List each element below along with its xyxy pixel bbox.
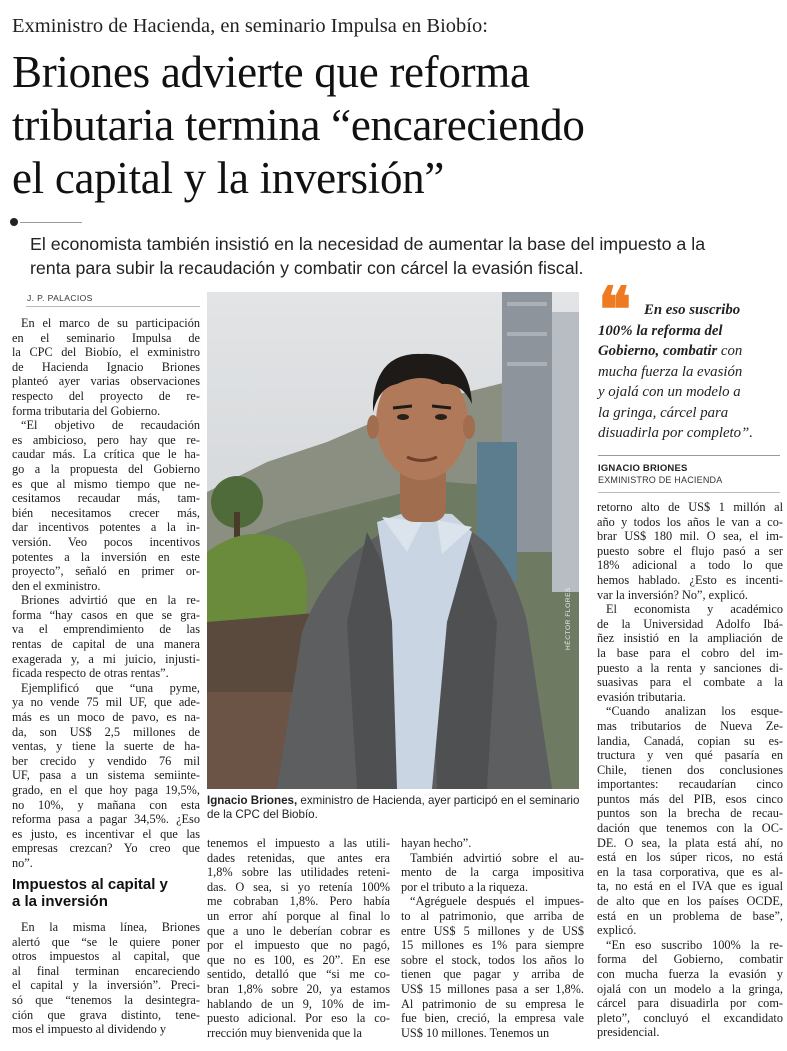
text-line: evasión tributaria.: [597, 689, 686, 704]
deck-line: El economista también insistió en la necesidad de aumentar la base del impuesto a la: [30, 234, 706, 254]
text-line: reforma pasa a pagar 34,5%. ¿Eso: [12, 812, 200, 827]
deck-line: renta para subir la recaudación y combatir con cárcel la evasión fiscal.: [30, 258, 584, 278]
deck: [30, 232, 780, 280]
divider: [598, 492, 780, 493]
subheading: [12, 876, 200, 910]
text-line: brar US$ 180 mil. O sea, el im-: [597, 529, 783, 544]
text-line: un error ahí porque al final lo: [207, 908, 390, 923]
caption-line: de la CPC del Biobío.: [207, 808, 318, 821]
text-line: dades retenidas, que antes era: [207, 850, 390, 865]
text-line: Ejemplificó que “una pyme,: [21, 680, 200, 695]
text-line: Briones advirtió que en la re-: [21, 593, 200, 608]
text-line: US$ 15 millones pasa a ser 1,8%.: [401, 981, 584, 996]
pull-quote-line: [598, 321, 783, 342]
text-line: puesto a la renta y sanciones di-: [597, 660, 783, 675]
headline: [12, 46, 782, 205]
text-line: 18% adicional a todo lo que: [597, 558, 783, 573]
pull-quote-line: la gringa, cárcel para: [598, 404, 729, 421]
divider: [26, 306, 200, 307]
text-line: forma “hay casos en que se gra-: [12, 607, 200, 622]
text-line: es que al mismo tiempo que ne-: [12, 476, 200, 491]
text-line: ñez insistió en la ampliación de: [597, 631, 783, 646]
text-line: puntos más del PIB, esos cinco: [597, 791, 783, 806]
caption-line: [207, 794, 579, 808]
text-line: no 10%, y mañana con esta: [12, 797, 200, 812]
text-line: go a la propuesta del Gobierno: [12, 461, 200, 476]
text-line: “En eso suscribo 100% la re-: [606, 937, 783, 952]
photo-caption: [207, 794, 579, 822]
text-line: sentido, detalló que “si me co-: [207, 967, 390, 982]
text-line: pleto”, concluyó el excandidato: [597, 1010, 783, 1025]
text-line: presidencial.: [597, 1025, 660, 1040]
text-line: retorno alto de US$ 1 millón al: [597, 500, 783, 514]
text-line: puntos son la brecha de recau-: [597, 806, 783, 821]
text-line: alertó que “se le quiere poner: [12, 934, 200, 949]
text-line: en el seminario Impulsa de: [12, 330, 200, 345]
text-line: empresas crezcan? Yo creo que: [12, 841, 200, 856]
text-line: no”.: [12, 855, 33, 870]
text-line: en la tasa corporativa, que es al-: [597, 864, 783, 879]
text-line: US$ 10 millones. Tenemos un: [401, 1025, 550, 1040]
pull-quote-line: [598, 341, 783, 362]
text-line: forma tributaria del Gobierno.: [12, 403, 161, 418]
text-line: suasivas para el combate a la: [597, 675, 783, 690]
text-line: das. O sea, si yo retenía 100%: [207, 879, 390, 894]
text-line: rentas de capital de una manera: [12, 637, 200, 652]
subheading-line: Impuestos al capital y: [12, 876, 168, 893]
text-line: entre US$ 5 millones y de US$: [401, 923, 584, 938]
quote-icon: ❝: [598, 277, 632, 345]
text-line: dar incentivos potentes a la in-: [12, 520, 200, 535]
text-line: 1,8% sobre las utilidades reteni-: [207, 865, 390, 880]
text-line: me cobraban 1,8%. Pero había: [207, 894, 390, 909]
photo-credit: HÉCTOR FLORES: [565, 587, 572, 650]
text-line: cesitamos recaudar más, tam-: [12, 491, 200, 506]
pull-quote-line: mucha fuerza la evasión: [598, 363, 743, 380]
text-line: tienen que pagar y arriba de: [401, 967, 584, 982]
quote-attribution-role: EXMINISTRO DE HACIENDA: [598, 475, 723, 485]
article-photo: [207, 292, 579, 789]
text-line: hayan hecho”.: [401, 836, 472, 850]
text-line: con mucha fuerza la evasión y: [597, 967, 783, 981]
pull-quote-line: disuadirla por completo”.: [598, 425, 753, 441]
pull-quote-line: y ojalá con un modelo a: [598, 384, 741, 400]
byline: J. P. PALACIOS: [27, 293, 93, 303]
text-line: “El objetivo de recaudación: [21, 418, 200, 433]
text-line: UF, pasa a un sistema semiinte-: [12, 768, 200, 783]
text-line: hablando de un 9, 10% de im-: [207, 996, 390, 1011]
divider: [598, 455, 780, 456]
text-line: forma del Gobierno, combatir: [597, 952, 783, 967]
text-line: mento de la carga impositiva: [401, 865, 584, 880]
quote-attribution-name: IGNACIO BRIONES: [598, 463, 688, 474]
text-line: puesto adicional. Por eso la co-: [207, 1011, 390, 1026]
text-line: ber crecido y vendido 76 mil: [12, 753, 200, 768]
divider-dot: [10, 218, 18, 226]
text-line: exagerada y, a mi juicio, injusti-: [12, 651, 200, 666]
text-line: ojalá con un modelo a la gringa,: [597, 981, 783, 996]
text-line: mas tributarios de Nueva Ze-: [597, 718, 783, 733]
text-line: por el impuesto que no pagó,: [207, 938, 390, 953]
column-4: [597, 500, 783, 1040]
column-1-continued: [12, 920, 200, 1037]
divider: [20, 222, 82, 223]
text-line: explicó.: [597, 923, 637, 938]
text-line: potentes a la inversión en este: [12, 549, 200, 564]
text-line: landia, Canadá, copian su es-: [597, 733, 783, 748]
text-line: sobre el stock, todos los años lo: [401, 952, 584, 967]
text-line: año y todos los años le van a co-: [597, 514, 783, 529]
portrait-illustration: [207, 292, 579, 789]
text-line: caudar más. La crítica que le ha-: [12, 447, 200, 462]
pull-quote-bold: Gobierno, combatir: [598, 343, 718, 359]
text-line: la CPC del Biobío, el exministro: [12, 345, 200, 360]
text-line: otros impuestos al capital, que: [12, 949, 200, 964]
text-line: la base para el cobro del im-: [597, 645, 783, 660]
text-line: También advirtió sobre el au-: [410, 850, 584, 865]
text-line: rrección muy bienvenida que la: [207, 1025, 363, 1040]
text-line: de Hacienda Ignacio Briones: [12, 359, 200, 374]
column-1: [12, 316, 200, 871]
text-line: tenemos el impuesto a las utili-: [207, 836, 390, 850]
pull-quote-text: con: [720, 343, 743, 359]
text-line: al final terminan encareciendo: [12, 963, 200, 978]
text-line: cárcel para disuadirla por com-: [597, 996, 783, 1011]
text-line: “Agréguele después el impues-: [410, 894, 584, 909]
text-line: ficada respecto de otras rentas”.: [12, 666, 169, 681]
text-line: da, son US$ 2,5 millones de: [12, 724, 200, 739]
caption-name: Ignacio Briones,: [207, 794, 298, 807]
text-line: hemos hablado. ¿Esto es incenti-: [597, 572, 783, 587]
text-line: puesto sobre el flujo pasó a ser: [597, 543, 783, 558]
text-line: por el tributo a la riqueza.: [401, 879, 529, 894]
text-line: proyecto”, señaló en primer or-: [12, 564, 200, 579]
text-line: está en los súper ricos, no está: [597, 850, 783, 865]
text-line: respecto del proyecto de re-: [12, 388, 200, 403]
column-3: [401, 836, 584, 1040]
text-line: ta, no está en el IVA que es igual: [597, 879, 783, 894]
text-line: El economista y académico: [606, 602, 783, 617]
text-line: 15 millones es 1% para siempre: [401, 938, 584, 953]
text-line: que no es 100, es 20”. En ese: [207, 952, 390, 967]
text-line: que a uno le deberían cobrar es: [207, 923, 390, 938]
text-line: var la inversión? No”, explicó.: [597, 587, 748, 602]
text-line: importantes: recaudarían cinco: [597, 777, 783, 792]
text-line: bran 1,8% sobre 20, ya estamos: [207, 981, 390, 996]
text-line: to al patrimonio, que arriba de: [401, 908, 584, 923]
pull-quote: [598, 300, 783, 444]
text-line: grado, en el que hoy paga 19,5%,: [12, 783, 200, 797]
text-line: de alto que en los países OCDE,: [597, 894, 783, 909]
text-line: fue bien, creció, la empresa vale: [401, 1011, 584, 1026]
headline-line: Briones advierte que reforma: [12, 47, 530, 97]
text-line: ción que grava distinto, tene-: [12, 1007, 200, 1022]
text-line: En el marco de su participación: [21, 316, 200, 330]
text-line: “Cuando analizan los esque-: [606, 704, 783, 719]
text-line: está en un problema de base”,: [597, 908, 783, 923]
text-line: den el exministro.: [12, 578, 101, 593]
text-line: es ambicioso, pero hay que re-: [12, 432, 200, 447]
text-line: só que “tenemos la desintegra-: [12, 992, 200, 1007]
text-line: versión. Veo pocos incentivos: [12, 534, 200, 549]
text-line: bién necesitamos crecer más,: [12, 505, 200, 520]
text-line: Chile, tienen dos conclusiones: [597, 762, 783, 777]
text-line: planteó ayer varias observaciones: [12, 374, 200, 389]
text-line: ventas, y tiene la suerte de ha-: [12, 739, 200, 754]
text-line: de la Universidad Adolfo Ibá-: [597, 616, 783, 631]
text-line: En la misma línea, Briones: [21, 920, 200, 934]
headline-line: tributaria termina “encareciendo: [12, 100, 585, 150]
text-line: mos el impuesto al dividendo y: [12, 1022, 167, 1037]
text-line: ya no vende 75 mil UF, que ade-: [12, 695, 200, 710]
column-2: [207, 836, 390, 1040]
subheading-line: a la inversión: [12, 893, 108, 910]
headline-line: el capital y la inversión”: [12, 153, 445, 203]
text-line: Al patrimonio de su empresa le: [401, 996, 584, 1011]
kicker: Exministro de Hacienda, en seminario Impulsa en Biobío:: [12, 15, 488, 37]
caption-text: exministro de Hacienda, ayer participó en el seminario: [297, 794, 580, 807]
pull-quote-bold: En eso suscribo: [644, 302, 741, 318]
text-line: es justo, es incentivar el que las: [12, 826, 200, 841]
pull-quote-line: [598, 300, 783, 321]
text-line: más es un moco de pavo, es na-: [12, 710, 200, 725]
text-line: dación que tenemos con la OC-: [597, 821, 783, 836]
text-line: DE. O sea, la plata está ahí, no: [597, 835, 783, 850]
text-line: el capital y la inversión”. Preci-: [12, 978, 200, 993]
text-line: va el emprendimiento de las: [12, 622, 200, 637]
pull-quote-bold: 100% la reforma del: [598, 322, 723, 339]
text-line: tructura y ven qué pasaría en: [597, 748, 783, 763]
